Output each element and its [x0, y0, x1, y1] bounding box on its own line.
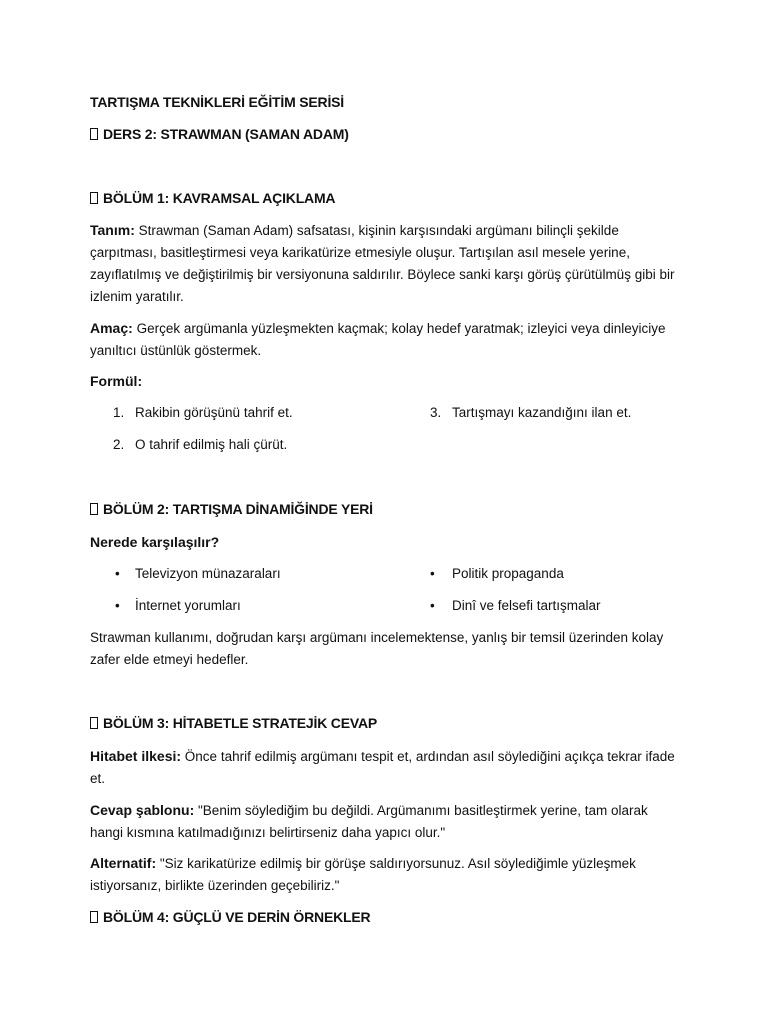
rhetoric-principle-label: Hitabet ilkesi: [90, 748, 182, 764]
definition-paragraph [90, 219, 680, 308]
formula-label: Formül: [90, 373, 143, 389]
formula-item-text: Rakibin görüşünü tahrif et. [135, 405, 293, 420]
response-template-paragraph [90, 799, 680, 844]
formula-item-number: 2. [113, 437, 125, 452]
formula-item-text: O tahrif edilmiş hali çürüt. [135, 437, 288, 452]
section-4-title [90, 909, 370, 925]
section-1-title-text: BÖLÜM 1: KAVRAMSAL AÇIKLAMA [103, 190, 336, 206]
place-item: Politik propaganda [452, 566, 564, 581]
missing-glyph-icon [90, 717, 98, 729]
missing-glyph-icon [90, 128, 98, 140]
alternative-label: Alternatif: [90, 855, 157, 871]
where-label: Nerede karşılaşılır? [90, 534, 220, 550]
purpose-paragraph [90, 317, 680, 362]
bullet-icon: • [115, 566, 120, 581]
bullet-icon: • [430, 598, 435, 613]
bullet-icon: • [115, 598, 120, 613]
bullet-icon: • [430, 566, 435, 581]
missing-glyph-icon [90, 192, 98, 204]
place-item: Televizyon münazaraları [135, 566, 281, 581]
section-3-title [90, 715, 377, 731]
formula-item-number: 3. [430, 405, 442, 420]
section-1-title [90, 190, 335, 206]
rhetoric-principle-paragraph [90, 745, 680, 790]
lesson-title-text: DERS 2: STRAWMAN (SAMAN ADAM) [103, 126, 349, 142]
response-template-text: "Benim söylediğim bu değildi. Argümanımı basitleştirmek yerine, tam olarak hangi kısmına katılmadığınızı belirtirseniz daha yapıcı olur." [90, 803, 648, 840]
response-template-label: Cevap şablonu: [90, 802, 195, 818]
section-2-title-text: BÖLÜM 2: TARTIŞMA DİNAMİĞİNDE YERİ [103, 501, 373, 517]
lesson-title [90, 126, 349, 142]
missing-glyph-icon [90, 503, 98, 515]
purpose-text: Gerçek argümanla yüzleşmekten kaçmak; kolay hedef yaratmak; izleyici veya dinleyiciye yanıltıcı üstünlük göstermek. [90, 321, 666, 358]
formula-item-text: Tartışmayı kazandığını ilan et. [452, 405, 632, 420]
document-title: TARTIŞMA TEKNİKLERİ EĞİTİM SERİSİ [90, 94, 344, 110]
section-3-title-text: BÖLÜM 3: HİTABETLE STRATEJİK CEVAP [103, 715, 377, 731]
missing-glyph-icon [90, 911, 98, 923]
place-item: İnternet yorumları [135, 598, 241, 613]
purpose-label: Amaç: [90, 320, 133, 336]
formula-item-number: 1. [113, 405, 125, 420]
alternative-text: "Siz karikatürize edilmiş bir görüşe saldırıyorsunuz. Asıl söylediğimle yüzleşmek istiyorsanız, birlikte üzerinden geçebiliriz." [90, 856, 636, 893]
place-item: Dinî ve felsefi tartışmalar [452, 598, 601, 613]
rhetoric-principle-text: Önce tahrif edilmiş argümanı tespit et, ardından asıl söylediğini açıkça tekrar ifade et. [90, 749, 675, 786]
summary-paragraph: Strawman kullanımı, doğrudan karşı argümanı incelemektense, yanlış bir temsil üzerinden kolay zafer elde etmeyi hedefler. [90, 630, 664, 667]
definition-label: Tanım: [90, 222, 135, 238]
alternative-paragraph [90, 852, 680, 897]
section-4-title-text: BÖLÜM 4: GÜÇLÜ VE DERİN ÖRNEKLER [103, 909, 371, 925]
definition-text: Strawman (Saman Adam) safsatası, kişinin karşısındaki argümanı bilinçli şekilde çarpıtması, basitleştirmesi veya karikatürize etmesiyle oluşur. Tartışılan asıl mesele yerine, zayıflatılmış ve değiştirilmiş bir versiyonuna saldırılır. Böylece sanki karşı görüş çürütülmüş gibi bir izlenim yaratılır. [90, 223, 675, 304]
section-2-title [90, 501, 373, 517]
